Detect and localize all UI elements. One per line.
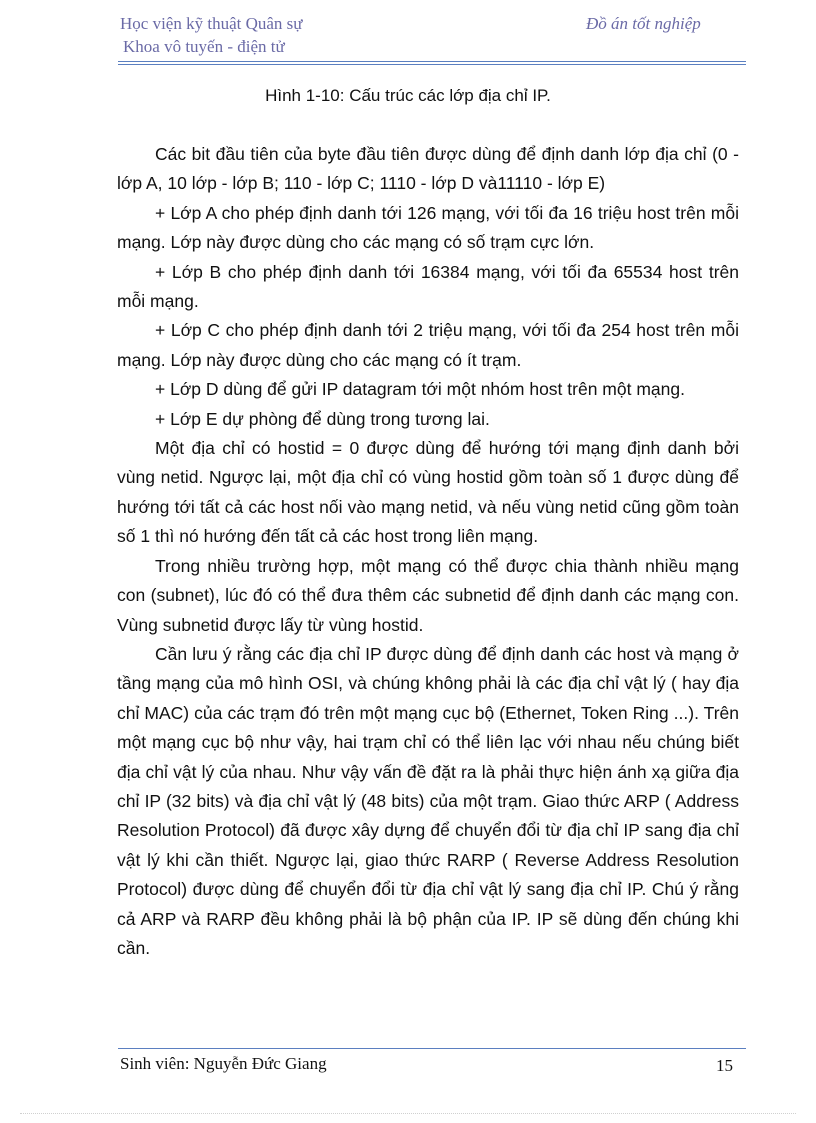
header-doc-type: Đồ án tốt nghiệp	[586, 14, 701, 33]
header-rule	[118, 61, 746, 62]
footer-student: Sinh viên: Nguyễn Đức Giang	[120, 1054, 327, 1073]
paragraph: Các bit đầu tiên của byte đầu tiên được dùng để định danh lớp địa chỉ (0 - lớp A, 10 lớp - lớp B; 110 - lớp C; 1110 - lớp D và11110 - lớp E)	[117, 144, 739, 194]
page-number: 15	[716, 1056, 733, 1075]
paragraph: + Lớp D dùng để gửi IP datagram tới một nhóm host trên một mạng.	[155, 379, 685, 400]
figure-caption: Hình 1-10: Cấu trúc các lớp địa chỉ IP.	[265, 86, 551, 105]
header-faculty: Khoa vô tuyến - điện tử	[123, 37, 285, 56]
paragraph: + Lớp E dự phòng để dùng trong tương lai.	[155, 408, 490, 429]
paragraph: Một địa chỉ có hostid = 0 được dùng để hướng tới mạng định danh bởi vùng netid. Ngược lại, một địa chỉ có vùng hostid gồm toàn số 1 được dùng để hướng tới tất cả các host nối vào mạng netid, và nếu vùng netid cũng gồm toàn số 1 thì nó hướng đến tất cả các host trong liên mạng.	[117, 438, 739, 547]
footer-rule	[118, 1048, 746, 1049]
body-text	[117, 140, 739, 963]
page-edge-divider	[20, 1113, 796, 1114]
header-institute: Học viện kỹ thuật Quân sự	[120, 14, 303, 33]
paragraph: Cần lưu ý rằng các địa chỉ IP được dùng để định danh các host và mạng ở tầng mạng của mô hình OSI, và chúng không phải là các địa chỉ vật lý ( hay địa chỉ MAC) của các trạm đó trên một mạng cục bộ (Ethernet, Token Ring ...). Trên một mạng cục bộ như vậy, hai trạm chỉ có thể liên lạc với nhau nếu chúng biết địa chỉ vật lý của nhau. Như vậy vấn đề đặt ra là phải thực hiện ánh xạ giữa địa chỉ IP (32 bits) và địa chỉ vật lý (48 bits) của một trạm. Giao thức ARP ( Address Resolution Protocol) đã được xây dựng để chuyển đổi từ địa chỉ IP sang địa chỉ vật lý khi cần thiết. Ngược lại, giao thức RARP ( Reverse Address Resolution Protocol) được dùng để chuyển đổi từ địa chỉ vật lý sang địa chỉ IP. Chú ý rằng cả ARP và RARP đều không phải là bộ phận của IP. IP sẽ dùng đến chúng khi cần.	[117, 643, 739, 958]
header-rule-double	[118, 64, 746, 65]
paragraph: + Lớp C cho phép định danh tới 2 triệu mạng, với tối đa 254 host trên mỗi mạng. Lớp này được dùng cho các mạng có ít trạm.	[117, 320, 739, 370]
paragraph: Trong nhiều trường hợp, một mạng có thể được chia thành nhiều mạng con (subnet), lúc đó có thể đưa thêm các subnetid để định danh các mạng con. Vùng subnetid được lấy từ vùng hostid.	[117, 555, 739, 635]
paragraph: + Lớp A cho phép định danh tới 126 mạng, với tối đa 16 triệu host trên mỗi mạng. Lớp này được dùng cho các mạng có số trạm cực lớn.	[117, 202, 739, 253]
paragraph: + Lớp B cho phép định danh tới 16384 mạng, với tối đa 65534 host trên mỗi mạng.	[117, 261, 739, 312]
